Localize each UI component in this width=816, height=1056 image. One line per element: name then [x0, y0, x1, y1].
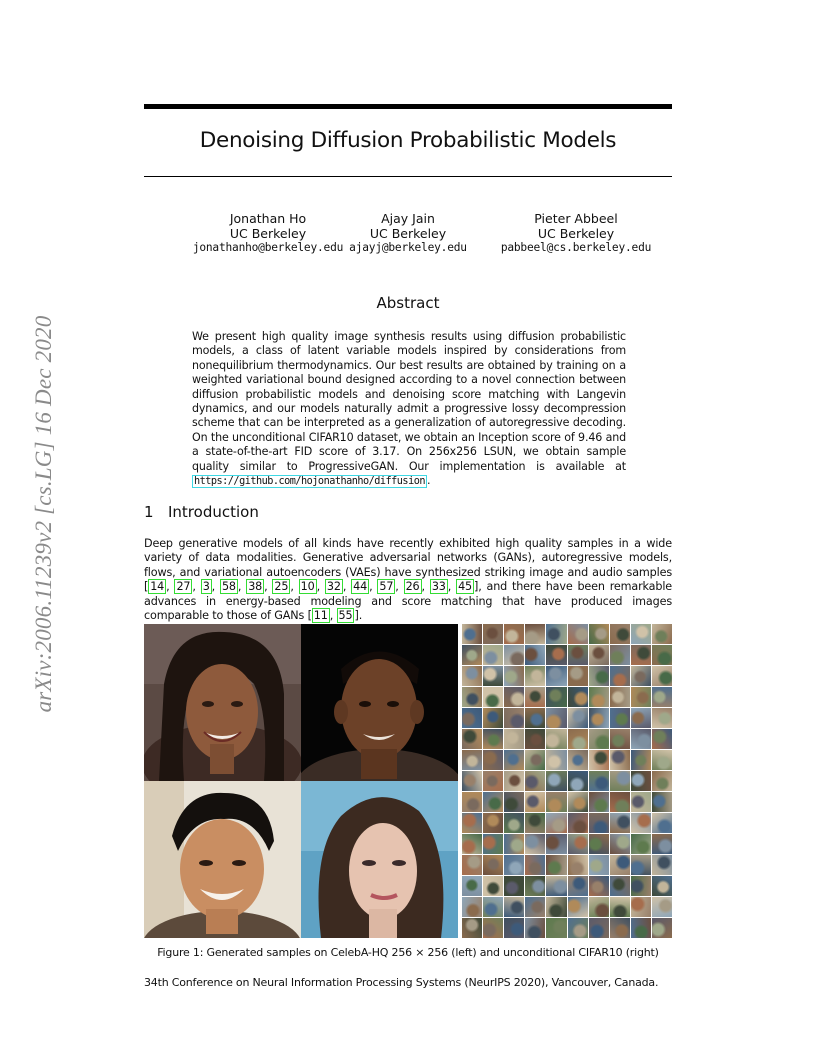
cifar-sample-thumbnail	[568, 855, 588, 875]
cifar-sample-thumbnail	[568, 645, 588, 665]
cifar-sample-thumbnail	[483, 918, 503, 938]
cifar-sample-thumbnail	[568, 750, 588, 770]
cifar-sample-thumbnail	[546, 708, 566, 728]
cifar-sample-thumbnail	[631, 897, 651, 917]
citation-link[interactable]: 45	[458, 580, 472, 594]
cifar-sample-thumbnail	[483, 666, 503, 686]
cifar-sample-thumbnail	[525, 918, 545, 938]
cifar-sample-thumbnail	[610, 666, 630, 686]
cifar-sample-thumbnail	[652, 624, 672, 644]
cifar-sample-thumbnail	[631, 729, 651, 749]
arxiv-stamp: arXiv:2006.11239v2 [cs.LG] 16 Dec 2020	[31, 315, 56, 713]
abstract-body	[192, 330, 626, 489]
cifar-sample-thumbnail	[589, 876, 609, 896]
abstract-heading: Abstract	[376, 294, 440, 312]
cifar-sample-thumbnail	[589, 687, 609, 707]
citation-link[interactable]: 26	[405, 580, 420, 594]
cifar-sample-thumbnail	[525, 897, 545, 917]
cifar-sample-thumbnail	[504, 876, 524, 896]
cifar-sample-thumbnail	[568, 876, 588, 896]
cifar-sample-thumbnail	[546, 687, 566, 707]
cifar-sample-thumbnail	[504, 729, 524, 749]
cifar-sample-thumbnail	[568, 897, 588, 917]
cifar-sample-thumbnail	[504, 687, 524, 707]
cifar-sample-thumbnail	[504, 708, 524, 728]
cifar-sample-thumbnail	[483, 729, 503, 749]
cifar-sample-thumbnail	[462, 729, 482, 749]
cifar-sample-thumbnail	[525, 855, 545, 875]
author-affiliation: UC Berkeley	[369, 225, 447, 241]
intro-text-2: , and there have been remarkable advances in energy-based modeling and score matching that have produced images comparable to those of GANs	[144, 580, 673, 623]
cifar-sample-thumbnail	[610, 918, 630, 938]
citation-link[interactable]: 25	[274, 580, 289, 594]
cifar-sample-thumbnail	[610, 750, 630, 770]
cifar-sample-thumbnail	[525, 687, 545, 707]
cifar-sample-thumbnail	[483, 876, 503, 896]
cifar-sample-thumbnail	[631, 624, 651, 644]
author-3	[488, 212, 664, 256]
cifar-sample-thumbnail	[483, 855, 503, 875]
cifar-sample-thumbnail	[568, 687, 588, 707]
cifar-sample-thumbnail	[546, 897, 566, 917]
cifar-sample-thumbnail	[610, 855, 630, 875]
cifar-sample-thumbnail	[652, 666, 672, 686]
cifar-sample-thumbnail	[610, 645, 630, 665]
cifar-sample-thumbnail	[631, 834, 651, 854]
cifar-sample-thumbnail	[483, 813, 503, 833]
face-sample-1	[144, 624, 301, 781]
citation-link[interactable]: 58	[221, 580, 236, 594]
cifar-sample-thumbnail	[568, 834, 588, 854]
cifar-sample-thumbnail	[546, 645, 566, 665]
author-name: Jonathan Ho	[229, 211, 307, 226]
cifar-sample-thumbnail	[546, 624, 566, 644]
cifar-sample-thumbnail	[610, 687, 630, 707]
cifar-sample-thumbnail	[652, 687, 672, 707]
cifar-sample-thumbnail	[504, 792, 524, 812]
cifar-sample-thumbnail	[462, 876, 482, 896]
cifar-sample-thumbnail	[462, 834, 482, 854]
citation-group-2: 11 , 55	[313, 609, 353, 623]
cifar-sample-thumbnail	[610, 771, 630, 791]
cifar-sample-thumbnail	[568, 729, 588, 749]
cifar-sample-thumbnail	[610, 729, 630, 749]
cifar-sample-thumbnail	[589, 855, 609, 875]
author-affiliation: UC Berkeley	[229, 225, 307, 241]
cifar-sample-thumbnail	[462, 897, 482, 917]
cifar-sample-thumbnail	[589, 792, 609, 812]
cifar-sample-thumbnail	[631, 855, 651, 875]
cifar-sample-thumbnail	[631, 792, 651, 812]
citation-link[interactable]: 44	[353, 580, 368, 594]
cifar-sample-thumbnail	[652, 876, 672, 896]
cifar-sample-thumbnail	[546, 876, 566, 896]
section-heading-introduction	[144, 503, 672, 521]
intro-text-1: Deep generative models of all kinds have recently exhibited high quality samples in a wide variety of data modalities. Generative adversarial networks (GANs), autoregressive models, flows, and variational autoencoders (VAEs) have synthesized striking image and audio samples	[144, 537, 672, 579]
cifar-sample-thumbnail	[631, 645, 651, 665]
face-sample-4	[301, 781, 458, 938]
author-email[interactable]: ajayj@berkeley.edu	[349, 241, 467, 254]
cifar-sample-thumbnail	[462, 771, 482, 791]
author-2	[320, 212, 496, 256]
cifar-sample-thumbnail	[568, 708, 588, 728]
cifar-sample-thumbnail	[462, 855, 482, 875]
cifar-sample-thumbnail	[652, 792, 672, 812]
cifar-sample-thumbnail	[631, 687, 651, 707]
citation-link[interactable]: 27	[176, 580, 191, 594]
cifar-sample-thumbnail	[462, 645, 482, 665]
cifar-sample-thumbnail	[525, 813, 545, 833]
author-name: Ajay Jain	[381, 211, 435, 226]
cifar-sample-thumbnail	[589, 729, 609, 749]
cifar-sample-thumbnail	[589, 897, 609, 917]
intro-text-3: .	[358, 609, 363, 623]
cifar-sample-thumbnail	[483, 897, 503, 917]
cifar-sample-thumbnail	[589, 834, 609, 854]
cifar-sample-thumbnail	[652, 897, 672, 917]
title-bottom-rule	[144, 176, 672, 177]
cifar-sample-thumbnail	[589, 813, 609, 833]
cifar-sample-thumbnail	[546, 834, 566, 854]
cifar-sample-thumbnail	[652, 708, 672, 728]
author-affiliation: UC Berkeley	[537, 225, 615, 241]
cifar-sample-thumbnail	[652, 750, 672, 770]
cifar-sample-thumbnail	[462, 687, 482, 707]
cifar-sample-thumbnail	[589, 771, 609, 791]
cifar-sample-thumbnail	[483, 708, 503, 728]
author-email[interactable]: jonathanho@berkeley.edu	[192, 241, 344, 254]
cifar-sample-thumbnail	[589, 645, 609, 665]
cifar-sample-thumbnail	[610, 813, 630, 833]
cifar-sample-thumbnail	[525, 645, 545, 665]
cifar-sample-thumbnail	[525, 876, 545, 896]
cifar-sample-thumbnail	[504, 624, 524, 644]
citation-link[interactable]: 38	[248, 580, 263, 594]
cifar-sample-thumbnail	[631, 813, 651, 833]
cifar-sample-thumbnail	[462, 708, 482, 728]
citation-link[interactable]: 57	[379, 580, 394, 594]
conference-footnote: 34th Conference on Neural Information Processing Systems (NeurIPS 2020), Vancouver, Canada.	[144, 976, 659, 989]
cifar-sample-thumbnail	[525, 834, 545, 854]
citation-link[interactable]: 33	[431, 580, 446, 594]
cifar-sample-thumbnail	[652, 855, 672, 875]
section-number: 1	[144, 503, 154, 521]
cifar-sample-thumbnail	[525, 666, 545, 686]
cifar-sample-thumbnail	[589, 750, 609, 770]
title-top-rule	[144, 104, 672, 109]
citation-link[interactable]: 32	[326, 580, 341, 594]
section-title: Introduction	[168, 503, 259, 521]
cifar-sample-thumbnail	[483, 750, 503, 770]
cifar-sample-thumbnail	[546, 855, 566, 875]
face-sample-2	[301, 624, 458, 781]
cifar-sample-thumbnail	[483, 792, 503, 812]
cifar-sample-thumbnail	[504, 897, 524, 917]
cifar-sample-thumbnail	[504, 645, 524, 665]
figure-caption: Figure 1: Generated samples on CelebA-HQ 256 × 256 (left) and unconditional CIFAR10 (right)	[157, 946, 659, 959]
cifar10-samples-grid	[462, 624, 672, 938]
cifar-sample-thumbnail	[483, 687, 503, 707]
celeba-samples-grid	[144, 624, 458, 938]
cifar-sample-thumbnail	[568, 813, 588, 833]
cifar-sample-thumbnail	[462, 813, 482, 833]
citation-link[interactable]: 3	[202, 580, 210, 594]
code-link[interactable]: https://github.com/hojonathanho/diffusion	[194, 476, 425, 488]
cifar-sample-thumbnail	[546, 666, 566, 686]
cifar-sample-thumbnail	[504, 834, 524, 854]
cifar-sample-thumbnail	[631, 918, 651, 938]
cifar-sample-thumbnail	[462, 666, 482, 686]
cifar-sample-thumbnail	[589, 918, 609, 938]
cifar-sample-thumbnail	[546, 729, 566, 749]
cifar-sample-thumbnail	[631, 708, 651, 728]
citation-group-1: 14 , 27 , 3 , 58 , 38 , 25 , 10 , 32 , 44 , 57 , 26 , 33 , 45	[150, 580, 472, 594]
cifar-sample-thumbnail	[546, 813, 566, 833]
cifar-sample-thumbnail	[652, 645, 672, 665]
cifar-sample-thumbnail	[546, 750, 566, 770]
cifar-sample-thumbnail	[462, 792, 482, 812]
cifar-sample-thumbnail	[525, 624, 545, 644]
cifar-sample-thumbnail	[462, 750, 482, 770]
cifar-sample-thumbnail	[504, 855, 524, 875]
citation-link[interactable]: 11	[313, 609, 328, 623]
cifar-sample-thumbnail	[589, 666, 609, 686]
cifar-sample-thumbnail	[568, 624, 588, 644]
face-sample-3	[144, 781, 301, 938]
cifar-sample-thumbnail	[483, 834, 503, 854]
cifar-sample-thumbnail	[631, 771, 651, 791]
cifar-sample-thumbnail	[504, 666, 524, 686]
cifar-sample-thumbnail	[462, 624, 482, 644]
cifar-sample-thumbnail	[652, 918, 672, 938]
cifar-sample-thumbnail	[483, 624, 503, 644]
cifar-sample-thumbnail	[568, 666, 588, 686]
author-name: Pieter Abbeel	[534, 211, 618, 226]
cifar-sample-thumbnail	[652, 729, 672, 749]
cifar-sample-thumbnail	[610, 876, 630, 896]
cifar-sample-thumbnail	[631, 750, 651, 770]
cifar-sample-thumbnail	[610, 792, 630, 812]
cifar-sample-thumbnail	[568, 918, 588, 938]
cifar-sample-thumbnail	[652, 771, 672, 791]
cifar-sample-thumbnail	[504, 813, 524, 833]
abstract-text: We present high quality image synthesis results using diffusion probabilistic models, a class of latent variable models inspired by considerations from nonequilibrium thermodynamics. Our best results are obtained by training on a weighted variational bound designed according to a novel connection between diffusion probabilistic models and denoising score matching with Langevin dynamics, and our models naturally admit a progressive lossy decompression scheme that can be interpreted as a generalization of autoregressive decoding. On the unconditional CIFAR10 dataset, we obtain an Inception score of 9.46 and a state-of-the-art FID score of 3.17. On 256x256 LSUN, we obtain sample quality similar to ProgressiveGAN. Our implementation is available at	[192, 330, 626, 473]
cifar-sample-thumbnail	[610, 834, 630, 854]
cifar-sample-thumbnail	[652, 813, 672, 833]
cifar-sample-thumbnail	[483, 771, 503, 791]
cifar-sample-thumbnail	[525, 771, 545, 791]
abstract-end: .	[426, 474, 431, 488]
cifar-sample-thumbnail	[546, 792, 566, 812]
cifar-sample-thumbnail	[525, 708, 545, 728]
cifar-sample-thumbnail	[631, 666, 651, 686]
cifar-sample-thumbnail	[589, 708, 609, 728]
cifar-sample-thumbnail	[546, 771, 566, 791]
cifar-sample-thumbnail	[610, 624, 630, 644]
intro-paragraph: Deep generative models of all kinds have recently exhibited high quality samples in a wide variety of data modalities. Generative adversarial networks (GANs), autoregressive models, flows, and variational autoencoders (VAEs) have synthesized striking image and audio samples [ 14 , 27 , 3 , 58 , 38 , 25 , 10 , 32 , 44 , 57 , 26 , 33 , 45 ], and there have been remarkable advances in energy-based modeling and score matching that have produced images comparable to those of GANs [ 11 , 55 ].	[144, 537, 673, 623]
citation-link[interactable]: 14	[150, 580, 165, 594]
cifar-sample-thumbnail	[525, 729, 545, 749]
cifar-sample-thumbnail	[568, 792, 588, 812]
cifar-sample-thumbnail	[568, 771, 588, 791]
cifar-sample-thumbnail	[610, 897, 630, 917]
cifar-sample-thumbnail	[483, 645, 503, 665]
cifar-sample-thumbnail	[589, 624, 609, 644]
cifar-sample-thumbnail	[525, 792, 545, 812]
cifar-sample-thumbnail	[546, 918, 566, 938]
cifar-sample-thumbnail	[504, 771, 524, 791]
cifar-sample-thumbnail	[610, 708, 630, 728]
author-email[interactable]: pabbeel@cs.berkeley.edu	[500, 241, 652, 254]
cifar-sample-thumbnail	[652, 834, 672, 854]
cifar-sample-thumbnail	[462, 918, 482, 938]
paper-title: Denoising Diffusion Probabilistic Models	[199, 128, 617, 153]
cifar-sample-thumbnail	[631, 876, 651, 896]
citation-link[interactable]: 10	[300, 580, 315, 594]
cifar-sample-thumbnail	[525, 750, 545, 770]
cifar-sample-thumbnail	[504, 750, 524, 770]
cifar-sample-thumbnail	[504, 918, 524, 938]
citation-link[interactable]: 55	[338, 609, 353, 623]
